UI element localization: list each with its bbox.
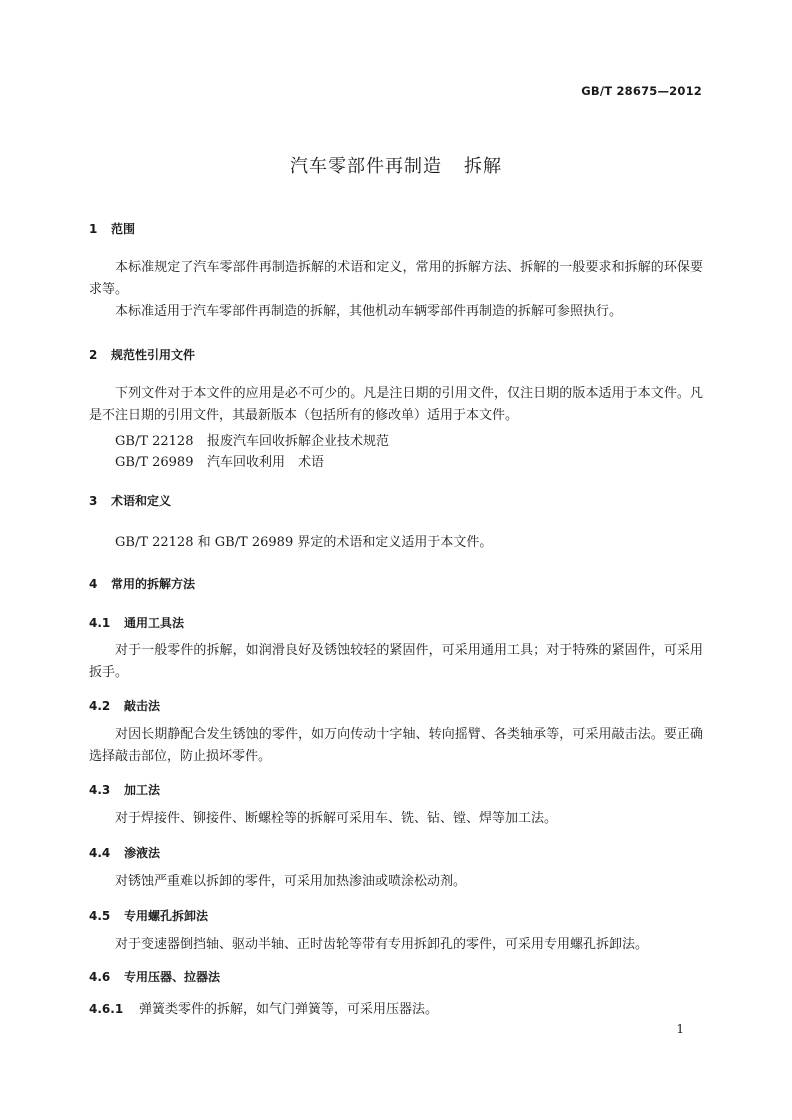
subsection-heading xyxy=(89,614,184,631)
paragraph: GB/T 22128 和 GB/T 26989 界定的术语和定义适用于本文件。 xyxy=(115,535,493,550)
section-heading-methods xyxy=(89,575,195,592)
clause-item xyxy=(89,998,438,1017)
subsection-heading xyxy=(89,907,208,924)
paragraph: 下列文件对于本文件的应用是必不可少的。凡是注日期的引用文件，仅注日期的版本适用于本文件。凡是不注日期的引用文件，其最新版本（包括所有的修改单）适用于本文件。 xyxy=(89,386,703,423)
section-title: 术语和定义 xyxy=(111,494,172,508)
subsection-number: 4.2 xyxy=(89,699,111,713)
page-number: 1 xyxy=(676,1022,684,1036)
clause-text: 弹簧类零件的拆解，如气门弹簧等，可采用压器法。 xyxy=(139,1002,439,1017)
title-main: 汽车零部件再制造 xyxy=(290,156,442,177)
paragraph: 对于变速器倒挡轴、驱动半轴、正时齿轮等带有专用拆卸孔的零件，可采用专用螺孔拆卸法。 xyxy=(115,937,649,952)
section-number: 3 xyxy=(89,494,98,508)
section-title: 范围 xyxy=(111,222,136,236)
standard-number: GB/T 28675—2012 xyxy=(581,84,702,98)
section-title: 常用的拆解方法 xyxy=(111,577,196,591)
title-sub: 拆解 xyxy=(464,156,502,177)
paragraph: 本标准适用于汽车零部件再制造的拆解，其他机动车辆零部件再制造的拆解可参照执行。 xyxy=(115,304,623,319)
subsection-title: 敲击法 xyxy=(124,699,161,713)
section-heading-scope xyxy=(89,220,135,237)
section-number: 1 xyxy=(89,222,98,236)
section-number: 4 xyxy=(89,577,98,591)
section-heading-terms xyxy=(89,492,171,509)
reference-item xyxy=(115,451,324,470)
subsection-title: 通用工具法 xyxy=(124,616,185,630)
paragraph: 对于一般零件的拆解，如润滑良好及锈蚀较轻的紧固件，可采用通用工具；对于特殊的紧固件，可采用扳手。 xyxy=(89,643,703,680)
subsection-title: 加工法 xyxy=(124,783,161,797)
paragraph: 对于焊接件、铆接件、断螺栓等的拆解可采用车、铣、钻、镗、焊等加工法。 xyxy=(115,811,558,826)
document-title xyxy=(0,152,792,178)
paragraph: 对锈蚀严重难以拆卸的零件，可采用加热渗油或喷涂松动剂。 xyxy=(115,874,467,889)
reference-title: 报废汽车回收拆解企业技术规范 xyxy=(207,434,390,449)
section-number: 2 xyxy=(89,348,98,362)
subsection-heading xyxy=(89,697,160,714)
reference-title: 汽车回收利用 术语 xyxy=(207,455,325,470)
subsection-heading xyxy=(89,968,220,985)
clause-number: 4.6.1 xyxy=(89,1002,124,1016)
subsection-heading xyxy=(89,781,160,798)
section-title: 规范性引用文件 xyxy=(111,348,196,362)
subsection-title: 专用螺孔拆卸法 xyxy=(124,909,209,923)
subsection-number: 4.4 xyxy=(89,846,111,860)
reference-code: GB/T 22128 xyxy=(115,434,194,449)
subsection-number: 4.1 xyxy=(89,616,111,630)
subsection-number: 4.6 xyxy=(89,970,111,984)
subsection-number: 4.5 xyxy=(89,909,111,923)
section-heading-normative-references xyxy=(89,346,195,363)
paragraph: 对因长期静配合发生锈蚀的零件，如万向传动十字轴、转向摇臂、各类轴承等，可采用敲击法。要正确选择敲击部位，防止损坏零件。 xyxy=(89,727,703,764)
subsection-heading xyxy=(89,844,160,861)
reference-code: GB/T 26989 xyxy=(115,455,194,470)
subsection-title: 渗液法 xyxy=(124,846,161,860)
paragraph: 本标准规定了汽车零部件再制造拆解的术语和定义，常用的拆解方法、拆解的一般要求和拆解的环保要求等。 xyxy=(89,260,703,297)
reference-item xyxy=(115,430,389,449)
subsection-title: 专用压器、拉器法 xyxy=(124,970,221,984)
subsection-number: 4.3 xyxy=(89,783,111,797)
